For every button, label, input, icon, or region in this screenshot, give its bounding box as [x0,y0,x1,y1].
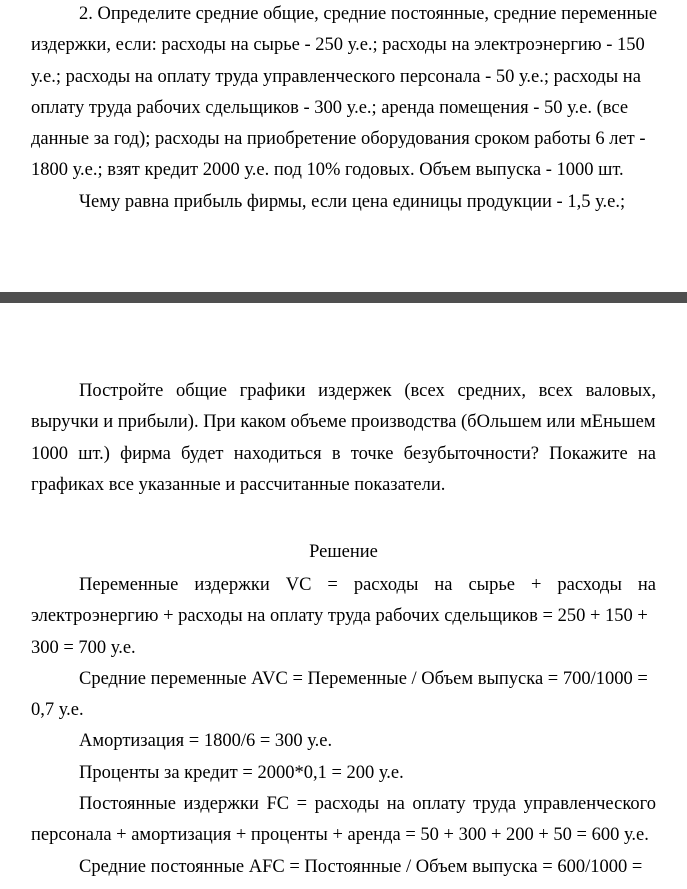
solution-heading: Решение [309,542,378,562]
solution-heading-block [31,537,656,568]
question-line: выручки и прибыли). При каком объеме производства (бОльшем или мЕньшем [31,412,656,433]
solution-line: Средние переменные AVC = Переменные / Объем выпуска = 700/1000 = [79,668,648,689]
question-line: 1000 шт.) фирма будет находиться в точке безубыточности? Покажите на [31,443,656,464]
task-line: издержки, если: расходы на сырье - 250 у.е.; расходы на электроэнергию - 150 [31,35,645,56]
solution-line: электроэнергию + расходы на оплату труда рабочих сдельщиков = 250 + 150 + [31,606,648,627]
solution-paragraph [31,570,656,883]
question-line: графиках все указанные и рассчитанные показатели. [31,474,446,495]
task-line: 2. Определите средние общие, средние постоянные, средние переменные [79,4,658,24]
solution-line: Средние постоянные AFC = Постоянные / Объем выпуска = 600/1000 = [79,856,643,877]
task-line: 1800 у.е.; взят кредит 2000 у.е. под 10% годовых. Объем выпуска - 1000 шт. [31,160,624,181]
solution-line: 0,7 у.е. [31,700,84,721]
solution-line: Постоянные издержки FC = расходы на оплату труда управленческого [79,794,656,815]
solution-line: Переменные издержки VC = расходы на сырье + расходы на [79,575,656,595]
task-line: данные за год); расходы на приобретение оборудования сроком работы 6 лет - [31,129,646,150]
task-line: оплату труда рабочих сдельщиков - 300 у.е.; аренда помещения - 50 у.е. (все [31,97,629,118]
solution-line: Амортизация = 1800/6 = 300 у.е. [79,731,333,752]
question-line: Постройте общие графики издержек (всех средних, всех валовых, [79,381,656,401]
solution-line: Проценты за кредит = 2000*0,1 = 200 у.е. [79,762,404,783]
task-line: у.е.; расходы на оплату труда управленческого персонала - 50 у.е.; расходы на [31,66,641,87]
solution-line: 300 = 700 у.е. [31,637,136,658]
solution-line: персонала + амортизация + проценты + аренда = 50 + 300 + 200 + 50 = 600 у.е. [31,825,649,846]
task-paragraph [31,0,656,218]
task-line: Чему равна прибыль фирмы, если цена единицы продукции - 1,5 у.е.; [79,191,626,212]
question-paragraph [31,376,656,501]
page-break-divider [0,292,687,303]
